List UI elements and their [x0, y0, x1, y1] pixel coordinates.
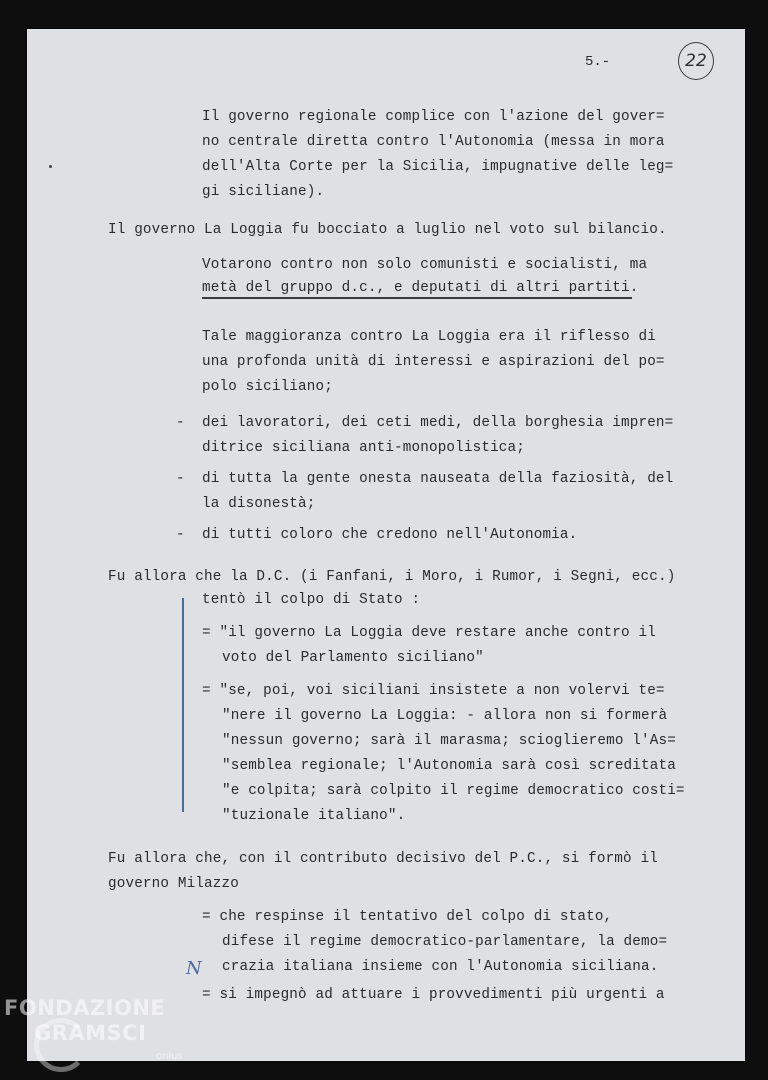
text-line: gi siciliane). [202, 184, 325, 200]
text-line: la disonestà; [202, 496, 316, 512]
page-number: 5.- [585, 54, 611, 70]
text-line: Fu allora che, con il contributo decisivo del P.C., si formò il [108, 851, 658, 867]
underline-stroke [202, 297, 632, 299]
text-line: dei lavoratori, dei ceti medi, della borghesia impren= [202, 415, 674, 431]
margin-pen-line [182, 598, 184, 812]
text-line: difese il regime democratico-parlamentare, la demo= [222, 934, 668, 950]
watermark-line-3: onlus [156, 1051, 183, 1062]
text-line: polo siciliano; [202, 379, 333, 395]
handwritten-margin-mark: N [186, 958, 202, 979]
text-line: = "il governo La Loggia deve restare anche contro il [202, 625, 656, 641]
watermark-logo [4, 996, 194, 1076]
text-line: "semblea regionale; l'Autonomia sarà così screditata [222, 758, 676, 774]
text-line: Fu allora che la D.C. (i Fanfani, i Moro, i Rumor, i Segni, ecc.) [108, 569, 676, 585]
text-line: "nere il governo La Loggia: - allora non si formerà [222, 708, 668, 724]
text-line: Il governo regionale complice con l'azione del gover= [202, 109, 665, 125]
text-line: Il governo La Loggia fu bocciato a luglio nel voto sul bilancio. [108, 222, 667, 238]
watermark-line-1: FONDAZIONE [4, 996, 166, 1020]
text-line: Tale maggioranza contro La Loggia era il riflesso di [202, 329, 656, 345]
punch-mark [49, 165, 52, 168]
text-line: = "se, poi, voi siciliani insistete a non volervi te= [202, 683, 665, 699]
text-line: tentò il colpo di Stato : [202, 592, 421, 608]
text-line: "e colpita; sarà colpito il regime democratico costi= [222, 783, 685, 799]
text-line-underlined: metà del gruppo d.c., e deputati di altri partiti. [202, 280, 639, 296]
watermark-line-2: GRAMSCI [34, 1021, 147, 1045]
bullet-dash: - [176, 527, 185, 543]
text-line: = che respinse il tentativo del colpo di stato, [202, 909, 613, 925]
bullet-dash: - [176, 471, 185, 487]
text-line: = si impegnò ad attuare i provvedimenti più urgenti a [202, 987, 665, 1003]
text-line: governo Milazzo [108, 876, 239, 892]
text-line: Votarono contro non solo comunisti e socialisti, ma [202, 257, 648, 273]
text-line: di tutta la gente onesta nauseata della faziosità, del [202, 471, 674, 487]
text-line: ditrice siciliana anti-monopolistica; [202, 440, 525, 456]
text-line: "nessun governo; sarà il marasma; scioglieremo l'As= [222, 733, 676, 749]
document-page [27, 29, 745, 1061]
text-line: no centrale diretta contro l'Autonomia (messa in mora [202, 134, 665, 150]
text-line: una profonda unità di interessi e aspirazioni del po= [202, 354, 665, 370]
text-line: crazia italiana insieme con l'Autonomia siciliana. [222, 959, 659, 975]
text-line: "tuzionale italiano". [222, 808, 406, 824]
text-line: di tutti coloro che credono nell'Autonomia. [202, 527, 578, 543]
bullet-dash: - [176, 415, 185, 431]
folio-number: 22 [678, 42, 714, 80]
text-line: dell'Alta Corte per la Sicilia, impugnative delle leg= [202, 159, 674, 175]
text-line: voto del Parlamento siciliano" [222, 650, 484, 666]
